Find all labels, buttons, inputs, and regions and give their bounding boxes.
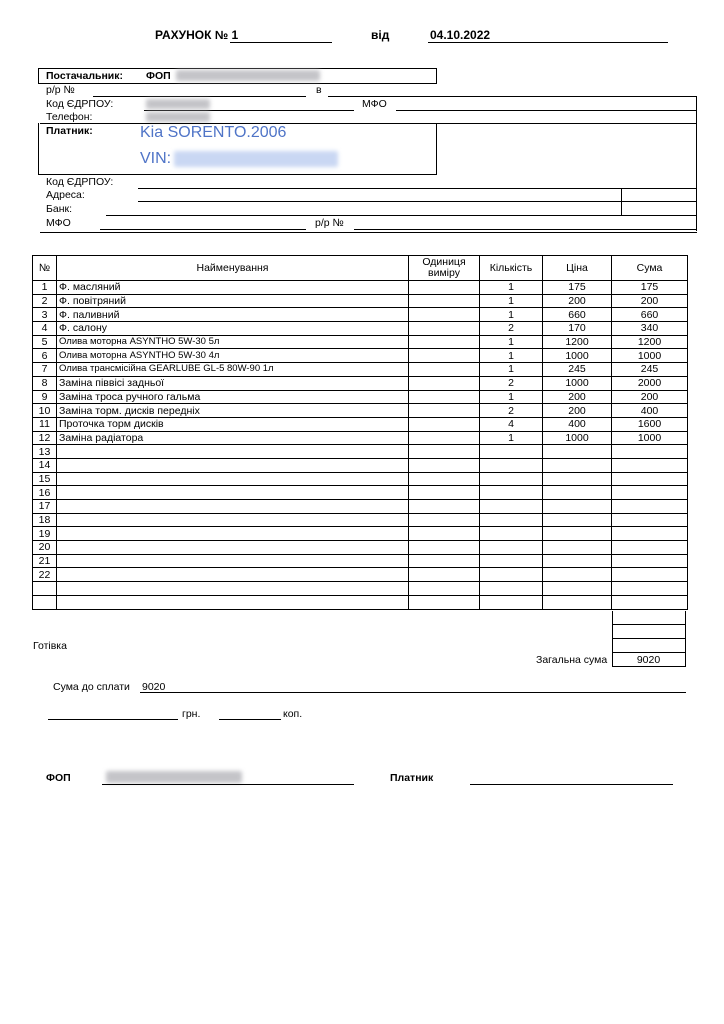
table-row	[33, 390, 688, 404]
cell-qty	[480, 445, 543, 459]
cell-qty	[480, 472, 543, 486]
cell-sum: 340	[612, 322, 688, 336]
col-header-qty: Кількість	[480, 256, 543, 281]
cell-sum	[612, 513, 688, 527]
cell-price	[543, 513, 612, 527]
invoice-number-line	[230, 42, 332, 43]
cell-num: 15	[33, 472, 57, 486]
cell-unit	[409, 376, 480, 390]
date-label: від	[371, 28, 390, 42]
cell-sum: 660	[612, 308, 688, 322]
cell-name	[57, 513, 409, 527]
cell-price	[543, 527, 612, 541]
supplier-phone-redacted	[146, 112, 210, 122]
cell-unit	[409, 335, 480, 349]
supplier-in-label: в	[316, 84, 322, 96]
table-row	[33, 568, 688, 582]
cell-num: 7	[33, 363, 57, 377]
cell-num: 21	[33, 554, 57, 568]
items-header-row	[33, 256, 688, 281]
supplier-phone-label: Телефон:	[46, 111, 93, 123]
cell-sum: 200	[612, 294, 688, 308]
cell-num: 12	[33, 431, 57, 445]
cell-unit	[409, 541, 480, 555]
cell-qty	[480, 458, 543, 472]
cell-unit	[409, 363, 480, 377]
cell-sum: 1600	[612, 417, 688, 431]
cell-name: Ф. масляний	[57, 281, 409, 295]
cell-name	[57, 500, 409, 514]
signature-supplier-label: ФОП	[46, 772, 71, 784]
invoice-title: РАХУНОК № 1	[155, 28, 239, 42]
cell-name: Олива моторна ASYNTHO 5W-30 4л	[57, 349, 409, 363]
table-row	[33, 376, 688, 390]
cell-qty: 1	[480, 390, 543, 404]
cell-sum: 400	[612, 404, 688, 418]
cell-unit	[409, 472, 480, 486]
cell-name	[57, 472, 409, 486]
cell-name	[57, 595, 409, 609]
cell-sum	[612, 568, 688, 582]
cell-qty: 2	[480, 376, 543, 390]
cell-price	[543, 472, 612, 486]
cell-qty	[480, 568, 543, 582]
cell-unit	[409, 431, 480, 445]
cell-qty	[480, 595, 543, 609]
table-row	[33, 431, 688, 445]
cell-name: Заміна торм. дисків передніх	[57, 404, 409, 418]
cell-price: 200	[543, 404, 612, 418]
cell-unit	[409, 308, 480, 322]
payer-account-label: р/р №	[315, 217, 344, 229]
cell-qty: 1	[480, 308, 543, 322]
supplier-name-prefix: ФОП	[146, 70, 171, 82]
cell-qty	[480, 527, 543, 541]
cell-sum	[612, 582, 688, 596]
payer-signature-line	[470, 784, 673, 785]
supplier-signature-line	[102, 784, 354, 785]
cell-sum	[612, 472, 688, 486]
cell-unit	[409, 582, 480, 596]
uah-line	[48, 719, 178, 720]
cell-num	[33, 595, 57, 609]
table-row	[33, 335, 688, 349]
cell-price: 170	[543, 322, 612, 336]
cell-unit	[409, 527, 480, 541]
table-row	[33, 486, 688, 500]
cell-name: Олива трансмісійна GEARLUBE GL-5 80W-90 1л	[57, 363, 409, 377]
cell-unit	[409, 568, 480, 582]
cell-num: 5	[33, 335, 57, 349]
supplier-signature-redacted	[106, 771, 242, 783]
cell-price	[543, 541, 612, 555]
supplier-edrpou-label: Код ЄДРПОУ:	[46, 98, 114, 110]
cell-price	[543, 568, 612, 582]
payer-mfo-label: МФО	[46, 217, 71, 229]
cell-name	[57, 445, 409, 459]
cell-qty: 1	[480, 335, 543, 349]
cell-num: 2	[33, 294, 57, 308]
cell-qty: 1	[480, 349, 543, 363]
cell-sum: 1200	[612, 335, 688, 349]
table-row	[33, 294, 688, 308]
supplier-account-label: р/р №	[46, 84, 75, 96]
cell-num: 18	[33, 513, 57, 527]
cell-unit	[409, 513, 480, 527]
cell-price: 175	[543, 281, 612, 295]
table-row	[33, 500, 688, 514]
cell-price	[543, 554, 612, 568]
table-row	[33, 513, 688, 527]
cell-sum	[612, 541, 688, 555]
cell-qty	[480, 541, 543, 555]
cell-price: 660	[543, 308, 612, 322]
table-row	[33, 541, 688, 555]
table-row	[33, 445, 688, 459]
table-row	[33, 472, 688, 486]
cell-name	[57, 527, 409, 541]
supplier-mfo-label: МФО	[362, 98, 387, 110]
cell-unit	[409, 294, 480, 308]
table-row	[33, 349, 688, 363]
cell-num: 3	[33, 308, 57, 322]
cell-name: Заміна піввісі задньої	[57, 376, 409, 390]
cell-qty: 2	[480, 404, 543, 418]
cell-sum: 175	[612, 281, 688, 295]
table-row	[33, 458, 688, 472]
cell-price	[543, 582, 612, 596]
cell-unit	[409, 500, 480, 514]
cell-num: 1	[33, 281, 57, 295]
cell-sum	[612, 595, 688, 609]
cell-num: 16	[33, 486, 57, 500]
cell-sum	[612, 554, 688, 568]
cell-qty: 1	[480, 363, 543, 377]
cell-num: 4	[33, 322, 57, 336]
cell-num: 17	[33, 500, 57, 514]
cell-sum: 2000	[612, 376, 688, 390]
supplier-edrpou-redacted	[146, 99, 210, 109]
cell-unit	[409, 417, 480, 431]
cell-sum: 200	[612, 390, 688, 404]
table-row	[33, 554, 688, 568]
payer-bank-label: Банк:	[46, 203, 73, 215]
cell-price	[543, 445, 612, 459]
items-body	[33, 281, 688, 610]
cell-price	[543, 458, 612, 472]
cell-qty: 2	[480, 322, 543, 336]
cell-price: 245	[543, 363, 612, 377]
cell-price: 1200	[543, 335, 612, 349]
table-row	[33, 322, 688, 336]
cell-name: Олива моторна ASYNTHO 5W-30 5л	[57, 335, 409, 349]
col-header-num: №	[33, 256, 57, 281]
uah-label: грн.	[182, 708, 201, 720]
cell-num: 10	[33, 404, 57, 418]
cell-qty	[480, 554, 543, 568]
cell-num: 6	[33, 349, 57, 363]
items-table	[32, 255, 688, 610]
cell-unit	[409, 281, 480, 295]
payer-label: Платник:	[46, 125, 93, 137]
cell-price: 200	[543, 390, 612, 404]
cell-num: 8	[33, 376, 57, 390]
cell-price	[543, 595, 612, 609]
table-row	[33, 582, 688, 596]
cell-num: 11	[33, 417, 57, 431]
cell-num: 22	[33, 568, 57, 582]
cell-price: 200	[543, 294, 612, 308]
cell-price: 1000	[543, 431, 612, 445]
cell-price	[543, 486, 612, 500]
col-header-sum: Сума	[612, 256, 688, 281]
table-row	[33, 527, 688, 541]
col-header-unit: Одиниця виміру	[409, 256, 480, 281]
supplier-label: Постачальник:	[46, 70, 123, 82]
cell-num: 19	[33, 527, 57, 541]
cell-qty	[480, 582, 543, 596]
cell-unit	[409, 445, 480, 459]
date-line	[428, 42, 668, 43]
cell-name: Ф. повітряний	[57, 294, 409, 308]
cell-price: 1000	[543, 349, 612, 363]
cell-sum	[612, 445, 688, 459]
invoice-date: 04.10.2022	[430, 28, 491, 42]
cell-qty: 1	[480, 294, 543, 308]
cell-qty	[480, 513, 543, 527]
cell-unit	[409, 554, 480, 568]
cell-sum	[612, 500, 688, 514]
cell-num	[33, 582, 57, 596]
cell-name: Ф. паливний	[57, 308, 409, 322]
cell-name	[57, 486, 409, 500]
cell-sum	[612, 458, 688, 472]
table-row	[33, 363, 688, 377]
cell-sum	[612, 486, 688, 500]
cell-qty: 1	[480, 281, 543, 295]
cell-name: Заміна троса ручного гальма	[57, 390, 409, 404]
cell-sum: 1000	[612, 431, 688, 445]
col-header-price: Ціна	[543, 256, 612, 281]
cell-price: 400	[543, 417, 612, 431]
total-value: 9020	[636, 654, 661, 666]
cell-name	[57, 568, 409, 582]
table-row	[33, 595, 688, 609]
total-label: Загальна сума	[536, 654, 608, 666]
cell-qty	[480, 500, 543, 514]
cell-name: Ф. салону	[57, 322, 409, 336]
payer-vin-redacted	[174, 151, 338, 167]
payer-edrpou-label: Код ЄДРПОУ:	[46, 176, 114, 188]
amount-due-label: Сума до сплати	[53, 681, 130, 693]
cell-num: 13	[33, 445, 57, 459]
cell-unit	[409, 322, 480, 336]
cell-name: Заміна радіатора	[57, 431, 409, 445]
cell-num: 20	[33, 541, 57, 555]
cell-qty	[480, 486, 543, 500]
kop-line	[219, 719, 281, 720]
cell-sum: 245	[612, 363, 688, 377]
table-row	[33, 404, 688, 418]
payer-vin-label: VIN:	[140, 150, 172, 167]
cell-name	[57, 554, 409, 568]
cell-unit	[409, 390, 480, 404]
cell-unit	[409, 404, 480, 418]
cell-name	[57, 541, 409, 555]
cell-qty: 1	[480, 431, 543, 445]
payer-address-label: Адреса:	[46, 189, 85, 201]
cell-qty: 4	[480, 417, 543, 431]
amount-due-value: 9020	[142, 681, 166, 693]
table-row	[33, 417, 688, 431]
cell-num: 9	[33, 390, 57, 404]
table-row	[33, 308, 688, 322]
cell-num: 14	[33, 458, 57, 472]
cell-name	[57, 458, 409, 472]
cell-price	[543, 500, 612, 514]
cell-unit	[409, 458, 480, 472]
col-header-name: Найменування	[57, 256, 409, 281]
kop-label: коп.	[283, 708, 303, 720]
cash-label: Готівка	[33, 640, 67, 652]
table-row	[33, 281, 688, 295]
cell-sum	[612, 527, 688, 541]
payer-car: Kia SORENTO.2006	[140, 124, 287, 141]
cell-unit	[409, 595, 480, 609]
cell-price: 1000	[543, 376, 612, 390]
cell-name	[57, 582, 409, 596]
supplier-name-redacted	[176, 70, 320, 81]
signature-payer-label: Платник	[390, 772, 434, 784]
cell-sum: 1000	[612, 349, 688, 363]
cell-unit	[409, 486, 480, 500]
cell-unit	[409, 349, 480, 363]
cell-name: Проточка торм дисків	[57, 417, 409, 431]
